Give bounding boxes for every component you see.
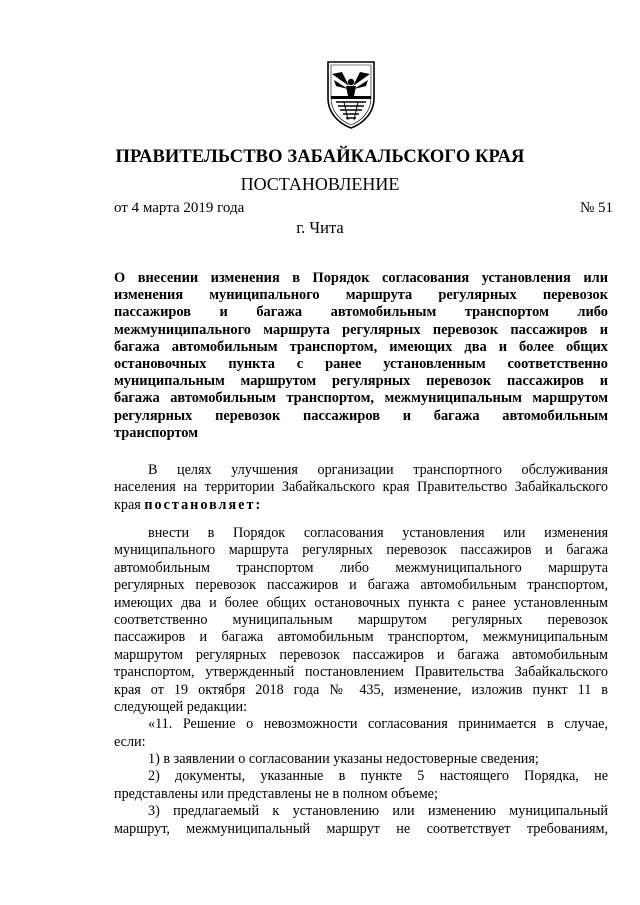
- clause-line: пассажиров и багажа автомобильным транспортом, межмуниципальным: [114, 629, 608, 646]
- clause-line: следующей редакции:: [114, 698, 248, 715]
- clause-line: имеющих два и более общих остановочных пункта с ранее установленным: [114, 594, 608, 611]
- clause-line: представлены или представлены не в полном объеме;: [114, 785, 438, 802]
- title-line: муниципальным маршрутом регулярных перевозок пассажиров и: [114, 373, 608, 390]
- preamble-text: края: [114, 496, 145, 513]
- title-line: багажа автомобильным транспортом, имеющих два и более общих: [114, 338, 608, 355]
- title-line: регулярных перевозок пассажиров и багажа автомобильным: [114, 407, 608, 424]
- clause-line: муниципального маршрута регулярных перевозок пассажиров и багажа: [114, 542, 608, 559]
- clause-line: маршрут, межмуниципальный маршрут не соответствует требованиям,: [114, 820, 608, 837]
- document-title: [114, 270, 608, 442]
- preamble-line: [114, 497, 608, 514]
- title-line: изменения муниципального маршрута регулярных перевозок: [114, 287, 608, 304]
- title-line: транспортом: [114, 424, 199, 441]
- clause-line: 1) в заявлении о согласовании указаны недостоверные сведения;: [148, 751, 539, 768]
- preamble-line: населения на территории Забайкальского края Правительство Забайкальского: [114, 479, 608, 496]
- clause-line: если:: [114, 733, 146, 750]
- title-line: О внесении изменения в Порядок согласования установления или: [114, 270, 608, 286]
- clause-line: маршрутом регулярных перевозок пассажиров и багажа автомобильным: [114, 646, 608, 663]
- document-number: № 51: [579, 200, 613, 216]
- organization-name: ПРАВИТЕЛЬСТВО ЗАБАЙКАЛЬСКОГО КРАЯ: [115, 147, 525, 167]
- document-city: г. Чита: [296, 218, 344, 237]
- clause-line: края от 19 октября 2018 года № 435, изменение, изложив пункт 11 в: [114, 681, 608, 698]
- clause-line: 3) предлагаемый к установлению или изменению муниципальный: [148, 803, 608, 820]
- title-line: багажа автомобильным транспортом, межмуниципальным маршрутом: [114, 390, 608, 407]
- document-type: ПОСТАНОВЛЕНИЕ: [240, 174, 400, 194]
- title-line: пассажиров и багажа автомобильным транспортом либо: [114, 304, 608, 321]
- clause-line: соответственно муниципальным маршрутом регулярных перевозок: [114, 611, 608, 628]
- title-line: остановочных пункта с ранее установленным соответственно: [114, 355, 608, 372]
- clause-line: регулярных перевозок пассажиров и багажа автомобильным транспортом,: [114, 577, 608, 594]
- title-line: межмуниципального маршрута регулярных перевозок пассажиров и: [114, 321, 608, 338]
- clause-line: транспортом, утвержденный постановлением Правительства Забайкальского: [114, 664, 608, 681]
- coat-of-arms-emblem: [322, 58, 380, 130]
- clause-line: 2) документы, указанные в пункте 5 настоящего Порядка, не: [148, 768, 608, 785]
- resolution-keyword: постановляет:: [144, 496, 263, 513]
- preamble-line: В целях улучшения организации транспортного обслуживания: [148, 462, 608, 478]
- amendment-clause: [114, 525, 608, 838]
- clause-line: «11. Решение о невозможности согласования принимается в случае,: [148, 716, 608, 733]
- preamble-paragraph: [114, 462, 608, 514]
- clause-line: автомобильным транспортом либо межмуниципального маршрута: [114, 559, 608, 576]
- document-date: от 4 марта 2019 года: [114, 200, 245, 216]
- clause-line: внести в Порядок согласования установления или изменения: [148, 525, 608, 541]
